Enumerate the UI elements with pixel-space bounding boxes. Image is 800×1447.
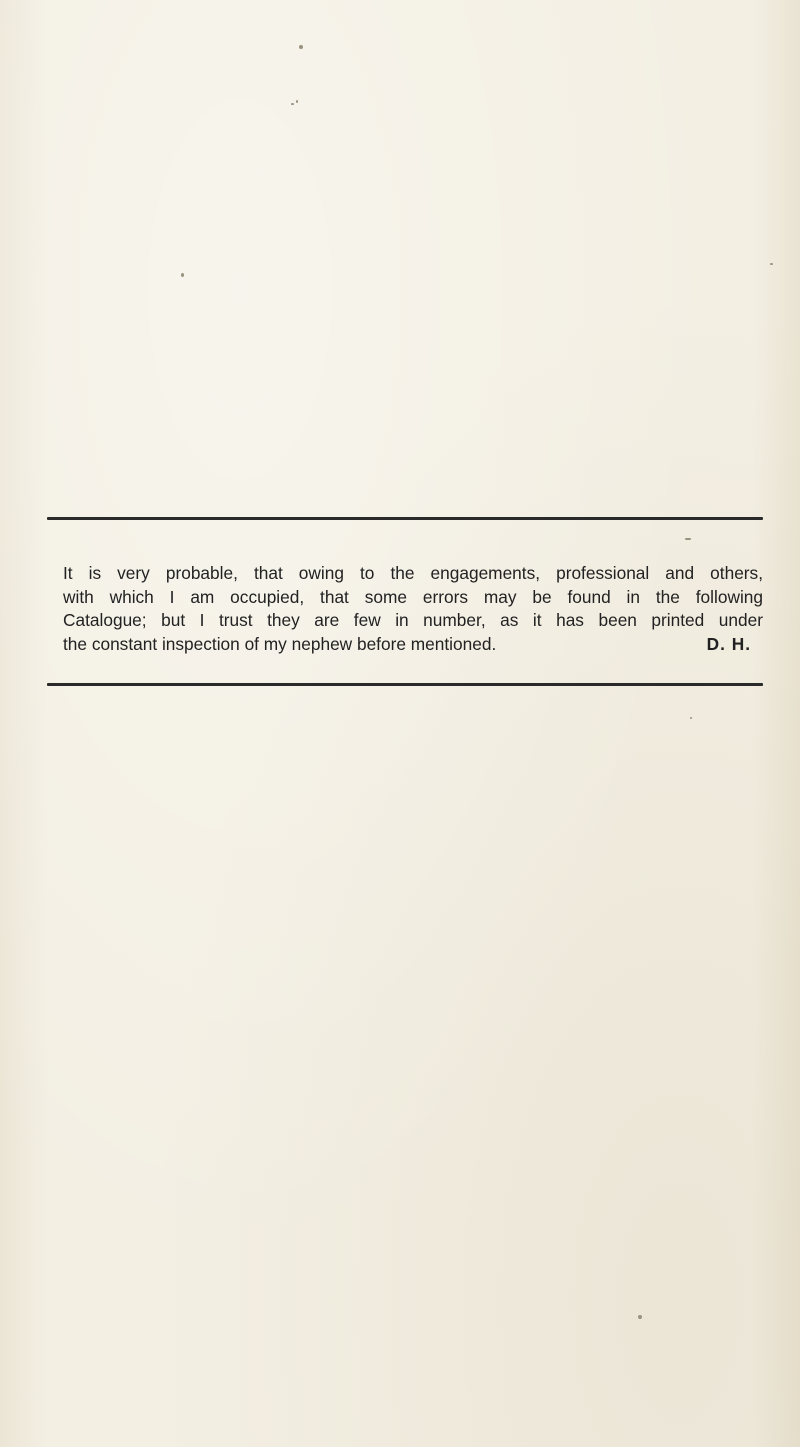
paper-speck	[181, 273, 184, 277]
top-rule	[47, 517, 763, 520]
bottom-rule	[47, 683, 763, 686]
notice-paragraph	[63, 562, 763, 656]
paper-speck	[690, 717, 692, 719]
notice-line: It is very probable, that owing to the engagements, professional and others,	[63, 563, 763, 583]
paper-speck	[685, 538, 691, 540]
paper-speck	[296, 100, 298, 103]
signature: D. H.	[706, 633, 751, 654]
notice-last-line-row	[63, 633, 751, 657]
notice-line: Catalogue; but I trust they are few in number, as it has been printed under	[63, 610, 763, 630]
paper-speck	[291, 103, 294, 105]
paper-speck	[638, 1315, 642, 1319]
notice-last-line: the constant inspection of my nephew before mentioned.	[63, 633, 497, 654]
notice-line: with which I am occupied, that some errors may be found in the following	[63, 586, 763, 607]
paper-speck	[770, 263, 773, 265]
paper-speck	[299, 45, 303, 49]
